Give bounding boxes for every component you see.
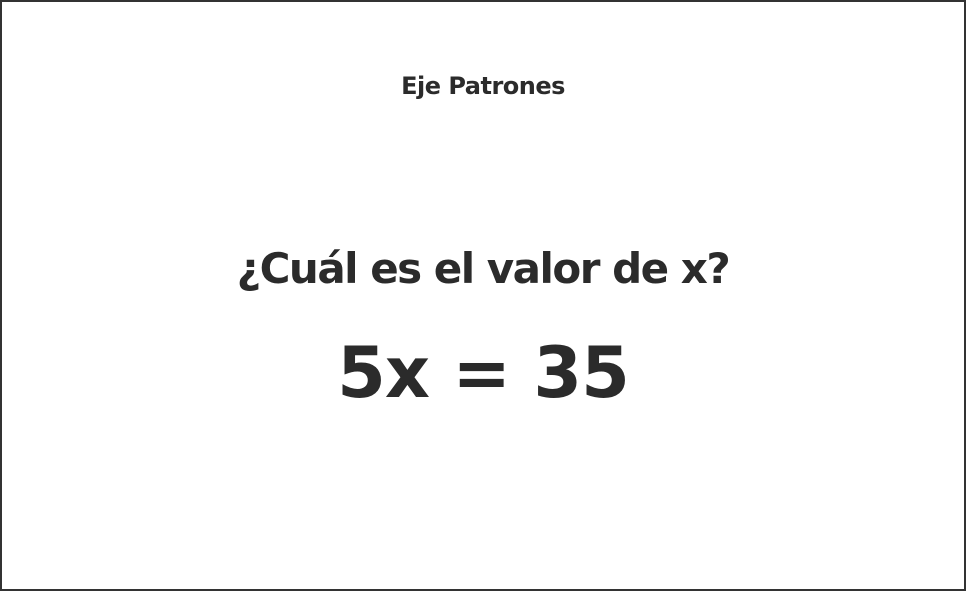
equation-text: 5x = 35 xyxy=(337,332,629,414)
question-text: ¿Cuál es el valor de x? xyxy=(236,244,730,293)
subject-label: Eje Patrones xyxy=(401,72,565,100)
